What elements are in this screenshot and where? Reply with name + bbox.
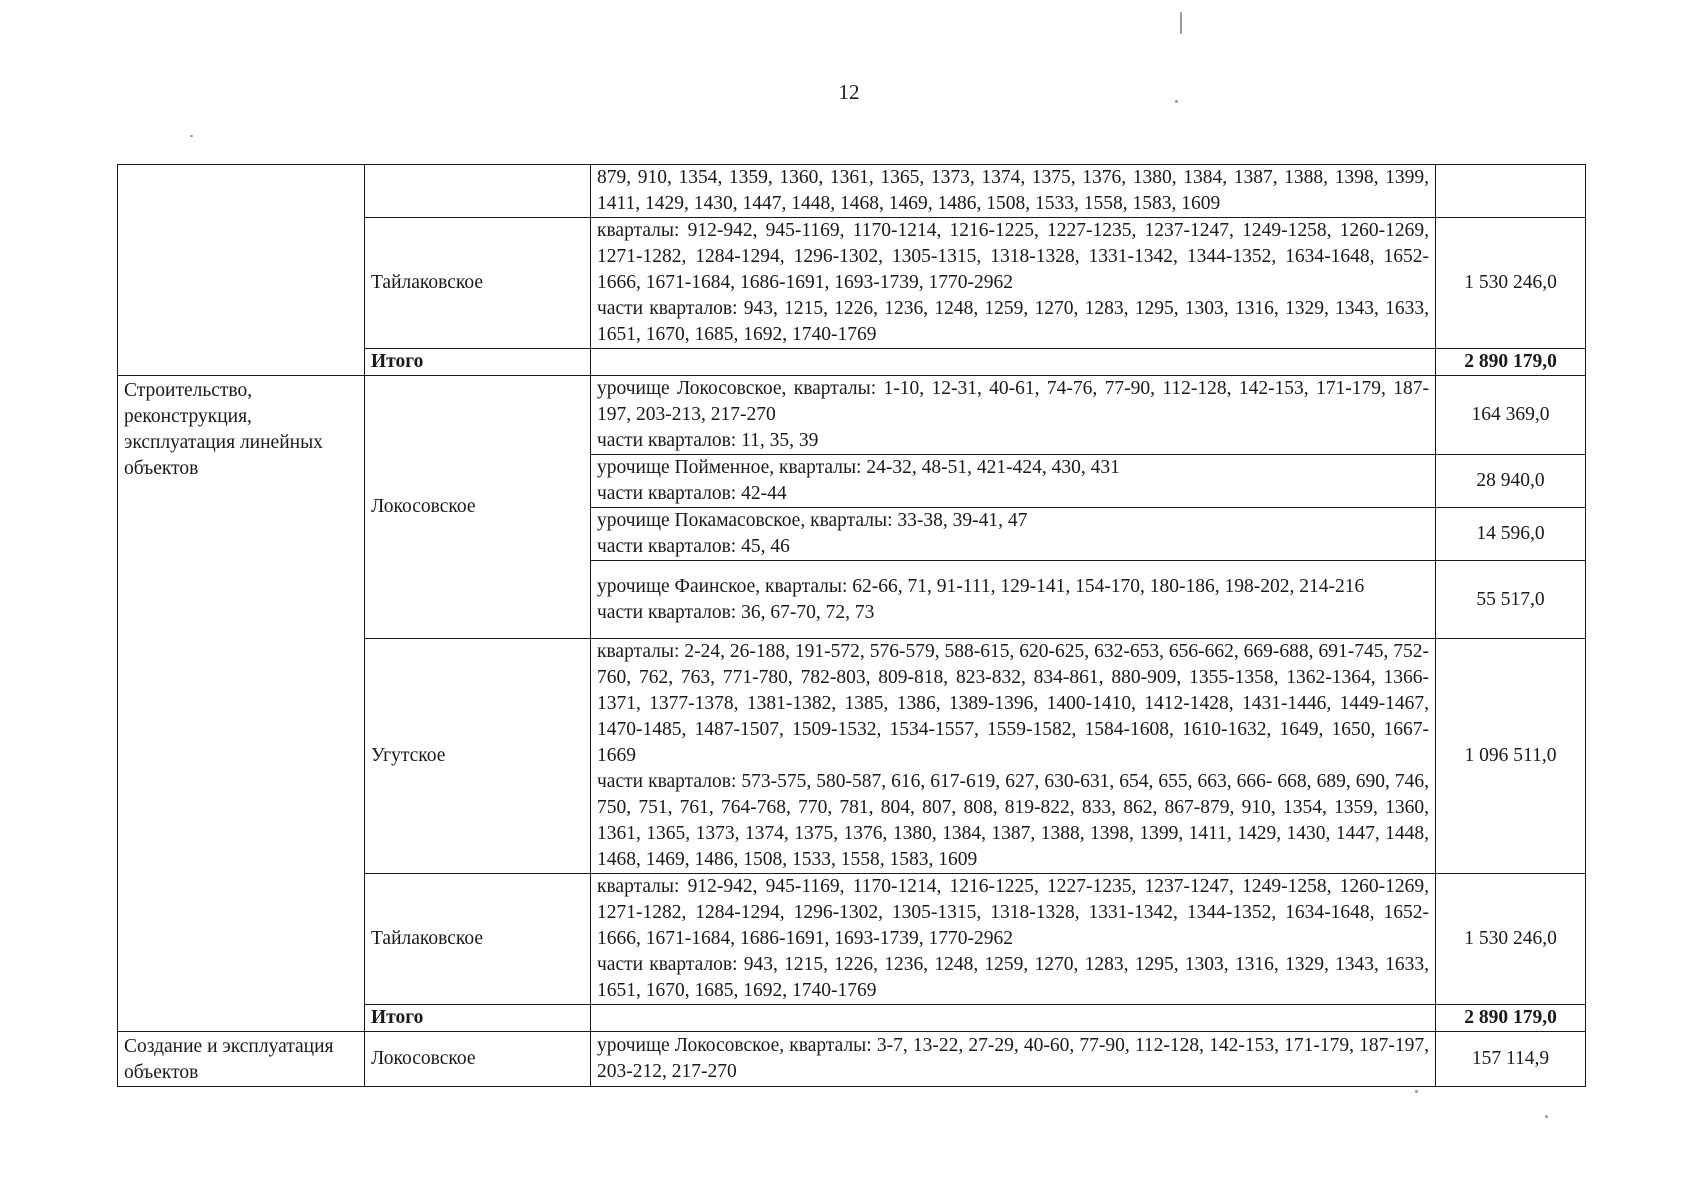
quarters-line: урочище Локосовское, кварталы: 3-7, 13-22, 27-29, 40-60, 77-90, 112-128, 142-153, 171-179, 187-197, 203-212, 217-270 xyxy=(597,1035,1429,1082)
quarters-parts-line: части кварталов: 943, 1215, 1226, 1236, 1248, 1259, 1270, 1283, 1295, 1303, 1316, 1329, 1343, 1633, 1651, 1670, 1685, 1692, 1740-1769 xyxy=(597,298,1429,345)
scan-speck xyxy=(1180,12,1182,34)
scan-speck xyxy=(190,135,193,137)
quarters-cell xyxy=(591,165,1436,218)
forestry-cell: Локосовское xyxy=(365,1032,591,1087)
area-cell: 28 940,0 xyxy=(1436,455,1586,508)
forestry-cell: Локосовское xyxy=(365,376,591,639)
quarters-line: урочище Покамасовское, кварталы: 33-38, 39-41, 47 xyxy=(597,510,1028,531)
area-cell: 1 096 511,0 xyxy=(1436,639,1586,874)
purpose-cell: Создание и эксплуатация объектов xyxy=(118,1032,365,1087)
quarters-parts-line: части кварталов: 36, 67-70, 72, 73 xyxy=(597,601,875,623)
total-value: 2 890 179,0 xyxy=(1436,1005,1586,1032)
quarters-line: кварталы: 912-942, 945-1169, 1170-1214, 1216-1225, 1227-1235, 1237-1247, 1249-1258, 1260-1269, 1271-1282, 1284-1294, 1296-1302, 1305-1315, 1318-1328, 1331-1342, 1344-1352, 1634-1648, 1652-1666, 1671-1684, 1686-1691, 1693-1739, 1770-2962 xyxy=(597,220,1429,293)
quarters-line: кварталы: 912-942, 945-1169, 1170-1214, 1216-1225, 1227-1235, 1237-1247, 1249-1258, 1260-1269, 1271-1282, 1284-1294, 1296-1302, 1305-1315, 1318-1328, 1331-1342, 1344-1352, 1634-1648, 1652-1666, 1671-1684, 1686-1691, 1693-1739, 1770-2962 xyxy=(597,876,1429,949)
quarters-line: 879, 910, 1354, 1359, 1360, 1361, 1365, 1373, 1374, 1375, 1376, 1380, 1384, 1387, 1388, 1398, 1399, 1411, 1429, 1430, 1447, 1448, 1468, 1469, 1486, 1508, 1533, 1558, 1583, 1609 xyxy=(597,167,1429,214)
empty-cell xyxy=(591,349,1436,376)
purpose-cell: Строительство, реконструкция, эксплуатация линейных объектов xyxy=(118,376,365,1032)
table-row xyxy=(118,165,1586,218)
area-cell: 1 530 246,0 xyxy=(1436,218,1586,349)
forestry-cell: Тайлаковское xyxy=(365,218,591,349)
quarters-line: урочище Пойменное, кварталы: 24-32, 48-51, 421-424, 430, 431 xyxy=(597,457,1120,478)
scan-speck xyxy=(1175,100,1178,103)
quarters-line: урочище Фаинское, кварталы: 62-66, 71, 91-111, 129-141, 154-170, 180-186, 198-202, 214-216 xyxy=(597,575,1365,597)
total-value: 2 890 179,0 xyxy=(1436,349,1586,376)
scan-speck xyxy=(1415,1090,1418,1093)
quarters-cell xyxy=(591,376,1436,455)
forestry-cell: Тайлаковское xyxy=(365,874,591,1005)
area-cell: 157 114,9 xyxy=(1436,1032,1586,1087)
empty-cell xyxy=(591,1005,1436,1032)
quarters-parts-line: части кварталов: 42-44 xyxy=(597,483,787,504)
area-cell: 1 530 246,0 xyxy=(1436,874,1586,1005)
quarters-cell xyxy=(591,455,1436,508)
quarters-line: кварталы: 2-24, 26-188, 191-572, 576-579, 588-615, 620-625, 632-653, 656-662, 669-688, 691-745, 752-760, 762, 763, 771-780, 782-803, 809-818, 823-832, 834-861, 880-909, 1355-1358, 1362-1364, 1366-1371, 1377-1378, 1381-1382, 1385, 1386, 1389-1396, 1400-1410, 1412-1428, 1431-1446, 1449-1467, 1470-1485, 1487-1507, 1509-1532, 1534-1557, 1559-1582, 1584-1608, 1610-1632, 1649, 1650, 1667-1669 xyxy=(597,641,1429,766)
scan-speck xyxy=(1545,1115,1548,1118)
quarters-parts-line: части кварталов: 573-575, 580-587, 616, 617-619, 627, 630-631, 654, 655, 663, 666- 668, 689, 690, 746, 750, 751, 761, 764-768, 770, 781, 804, 807, 808, 819-822, 833, 862, 867-879, 910, 1354, 1359, 1360, 1361, 1365, 1373, 1374, 1375, 1376, 1380, 1384, 1387, 1388, 1398, 1399, 1411, 1429, 1430, 1447, 1448, 1468, 1469, 1486, 1508, 1533, 1558, 1583, 1609 xyxy=(597,771,1429,870)
quarters-parts-line: части кварталов: 11, 35, 39 xyxy=(597,430,819,451)
quarters-parts-line: части кварталов: 943, 1215, 1226, 1236, 1248, 1259, 1270, 1283, 1295, 1303, 1316, 1329, 1343, 1633, 1651, 1670, 1685, 1692, 1740-1769 xyxy=(597,954,1429,1001)
quarters-cell xyxy=(591,1032,1436,1087)
forestry-cell xyxy=(365,165,591,218)
quarters-cell xyxy=(591,639,1436,874)
quarters-line: урочище Локосовское, кварталы: 1-10, 12-31, 40-61, 74-76, 77-90, 112-128, 142-153, 171-179, 187-197, 203-213, 217-270 xyxy=(597,378,1429,425)
table-row xyxy=(118,376,1586,455)
area-cell: 164 369,0 xyxy=(1436,376,1586,455)
purpose-cell xyxy=(118,165,365,376)
forestry-cell: Угутское xyxy=(365,639,591,874)
page-number: 12 xyxy=(838,80,860,104)
area-cell: 14 596,0 xyxy=(1436,508,1586,561)
area-cell xyxy=(1436,165,1586,218)
quarters-cell xyxy=(591,218,1436,349)
quarters-parts-line: части кварталов: 45, 46 xyxy=(597,536,790,557)
quarters-cell xyxy=(591,874,1436,1005)
area-cell: 55 517,0 xyxy=(1436,561,1586,639)
forest-quarters-table xyxy=(117,164,1586,1087)
total-label: Итого xyxy=(365,349,591,376)
total-label: Итого xyxy=(365,1005,591,1032)
quarters-cell xyxy=(591,561,1436,639)
quarters-cell xyxy=(591,508,1436,561)
table-row xyxy=(118,1032,1586,1087)
